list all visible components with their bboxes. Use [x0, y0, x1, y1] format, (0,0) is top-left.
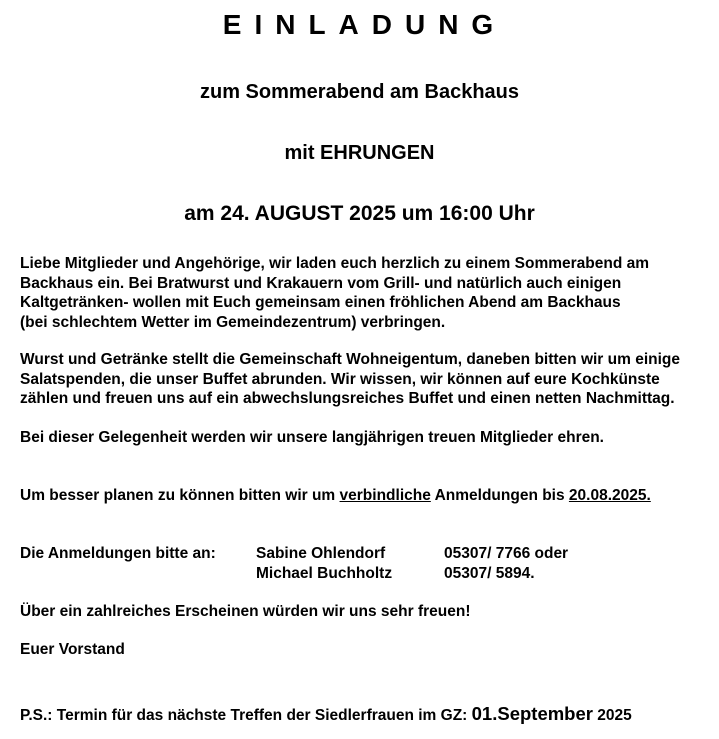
- deadline-line: [20, 486, 715, 506]
- buffet-line: zählen und freuen uns auf ein abwechslungsreiches Buffet und einen netten Nachmittag.: [20, 390, 675, 407]
- contact-name: Sabine Ohlendorf: [256, 545, 386, 562]
- intro-line: Liebe Mitglieder und Angehörige, wir laden euch herzlich zu einem Sommerabend am: [20, 255, 650, 272]
- event-date-line: am 24. AUGUST 2025 um 16:00 Uhr: [184, 202, 535, 225]
- closing-paragraph: [20, 602, 715, 622]
- honors-paragraph: [20, 428, 715, 448]
- registration-deadline-paragraph: [20, 486, 715, 506]
- deadline-text-start: Um besser planen zu können bitten wir um: [20, 487, 340, 504]
- buffet-paragraph: [20, 350, 715, 409]
- contact-name: Michael Buchholtz: [256, 565, 393, 582]
- deadline-text-middle: Anmeldungen bis: [430, 487, 569, 504]
- ps-text: P.S.: Termin für das nächste Treffen der Siedlerfrauen im GZ:: [20, 707, 472, 724]
- document-title: EINLADUNG: [222, 9, 507, 40]
- intro-line: (bei schlechtem Wetter im Gemeindezentrum) verbringen.: [20, 313, 446, 331]
- closing-line: Über ein zahlreiches Erscheinen würden wir uns sehr freuen!: [20, 603, 471, 620]
- binding-word: verbindliche: [339, 487, 431, 504]
- buffet-line: Wurst und Getränke stellt die Gemeinschaft Wohneigentum, daneben bitten wir um einige: [20, 351, 680, 368]
- contact-phone: 05307/ 5894.: [444, 565, 535, 582]
- registration-label: Die Anmeldungen bitte an:: [20, 545, 216, 562]
- signature: [20, 640, 715, 660]
- intro-line: Kaltgetränken- wollen mit Euch gemeinsam einen fröhlichen Abend am Backhaus: [20, 294, 621, 311]
- intro-line: Backhaus ein. Bei Bratwurst und Krakauern vom Grill- und natürlich auch einigen: [20, 274, 622, 292]
- ps-date: 01.September: [471, 703, 593, 724]
- event-subtitle: zum Sommerabend am Backhaus: [200, 81, 519, 103]
- signature-line: Euer Vorstand: [20, 641, 125, 658]
- ps-year: 2025: [592, 707, 632, 724]
- postscript: [20, 702, 632, 728]
- deadline-date: 20.08.2025.: [568, 487, 651, 504]
- contact-phone: 05307/ 7766 oder: [444, 545, 569, 562]
- honors-subtitle: mit EHRUNGEN: [284, 142, 435, 164]
- intro-paragraph: [20, 254, 715, 332]
- buffet-line: Salatspenden, die unser Buffet abrunden. Wir wissen, wir können auf eure Kochkünste: [20, 370, 660, 388]
- honors-line: Bei dieser Gelegenheit werden wir unsere langjährigen treuen Mitglieder ehren.: [20, 429, 604, 446]
